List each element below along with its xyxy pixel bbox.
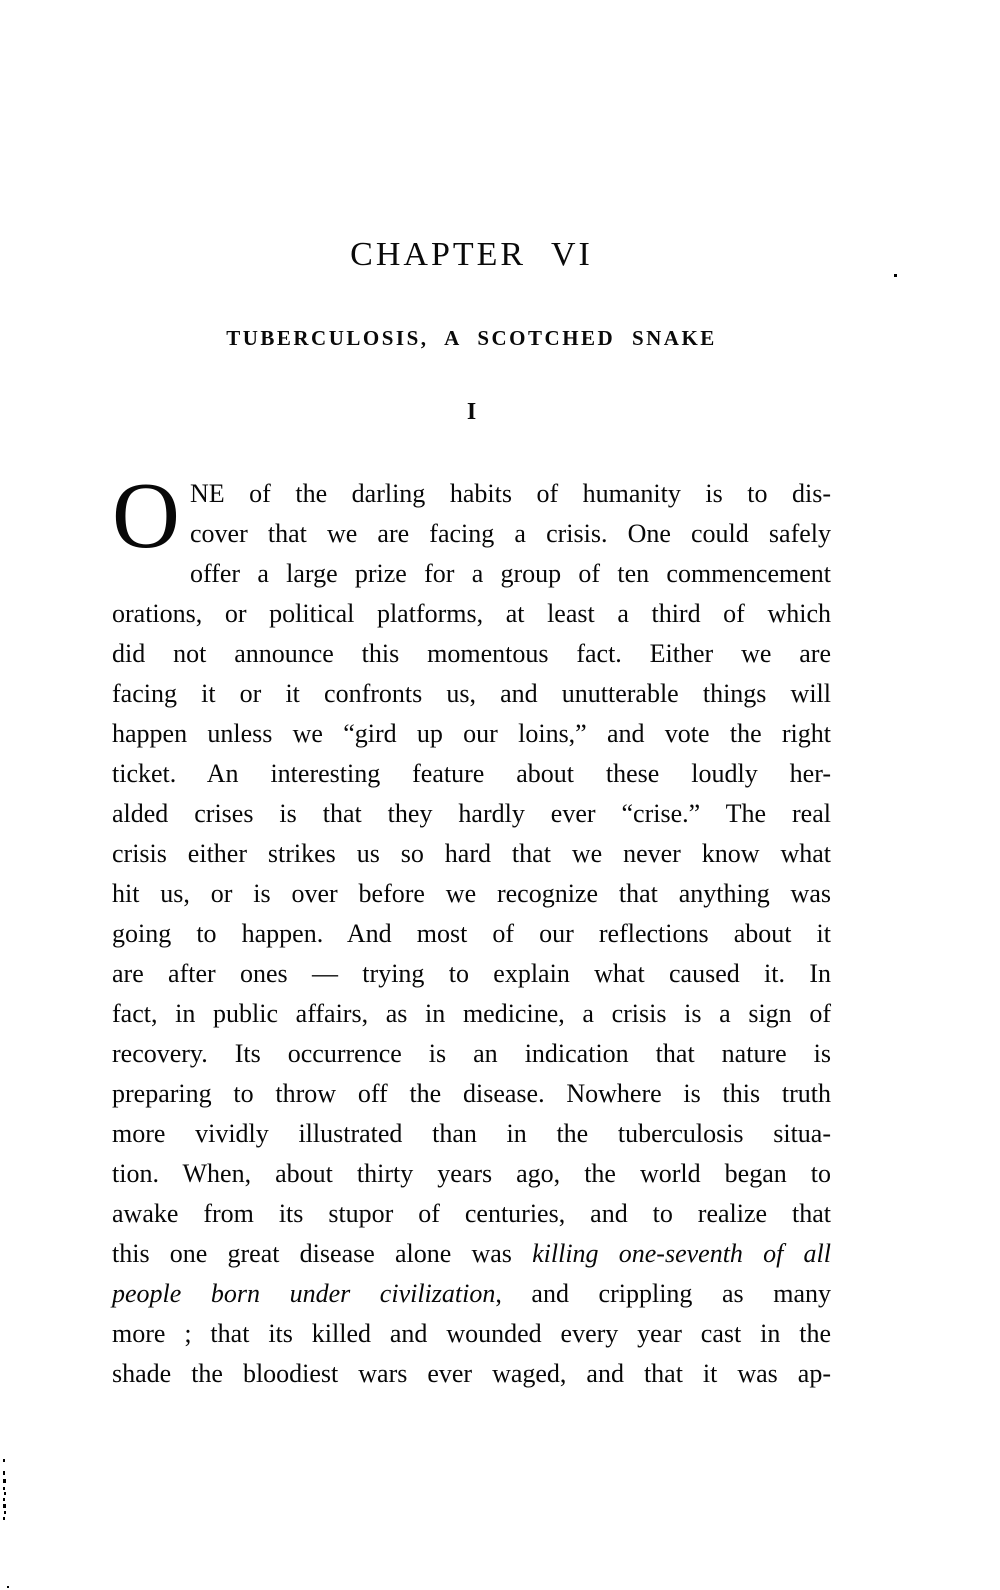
- scan-speck: [7, 1586, 9, 1588]
- chapter-heading: CHAPTER VI: [350, 236, 593, 273]
- text-line: are after ones — trying to explain what caused it. In: [112, 959, 831, 988]
- section-numeral: I: [466, 399, 477, 425]
- text-line: alded crises is that they hardly ever “crise.” The real: [112, 799, 831, 828]
- scan-speck: [3, 1459, 5, 1462]
- scan-speck: [894, 274, 897, 277]
- text-line: tion. When, about thirty years ago, the world began to: [112, 1159, 831, 1188]
- text-line: going to happen. And most of our reflections about it: [112, 919, 831, 948]
- text-line: cover that we are facing a crisis. One could safely: [190, 519, 831, 548]
- text-line: orations, or political platforms, at least a third of which: [112, 599, 831, 628]
- scan-speck: [3, 1487, 5, 1490]
- text-line: more vividly illustrated than in the tuberculosis situa-: [112, 1119, 831, 1148]
- scan-speck: [4, 1511, 6, 1514]
- text-line: people born under civilization, and crippling as many: [112, 1279, 831, 1308]
- text-line: offer a large prize for a group of ten commencement: [190, 559, 831, 588]
- scan-speck: [4, 1492, 6, 1495]
- text-line: happen unless we “gird up our loins,” and vote the right: [112, 719, 831, 748]
- text-line: preparing to throw off the disease. Nowhere is this truth: [112, 1079, 831, 1108]
- text-line: this one great disease alone was killing one-seventh of all: [112, 1239, 832, 1268]
- text-line: awake from its stupor of centuries, and to realize that: [112, 1199, 831, 1228]
- text-line: NE of the darling habits of humanity is to dis-: [190, 479, 831, 508]
- scan-speck: [3, 1471, 5, 1475]
- text-line: recovery. Its occurrence is an indication that nature is: [112, 1039, 831, 1068]
- scan-speck: [3, 1498, 5, 1501]
- text-line: fact, in public affairs, as in medicine, a crisis is a sign of: [112, 999, 831, 1028]
- text-line: hit us, or is over before we recognize that anything was: [112, 879, 831, 908]
- text-line: ticket. An interesting feature about these loudly her-: [112, 759, 831, 788]
- scan-speck: [3, 1479, 6, 1483]
- text-line: crisis either strikes us so hard that we never know what: [112, 839, 831, 868]
- scan-speck: [3, 1504, 6, 1508]
- body-paragraph: [112, 464, 832, 1394]
- text-line: facing it or it confronts us, and unutterable things will: [112, 679, 831, 708]
- scan-speck: [3, 1517, 5, 1520]
- drop-cap: O: [112, 464, 180, 568]
- text-line: more ; that its killed and wounded every year cast in the: [112, 1319, 831, 1348]
- text-line: did not announce this momentous fact. Either we are: [112, 639, 831, 668]
- chapter-subtitle: TUBERCULOSIS, A SCOTCHED SNAKE: [226, 326, 717, 350]
- text-line: shade the bloodiest wars ever waged, and that it was ap-: [112, 1359, 831, 1388]
